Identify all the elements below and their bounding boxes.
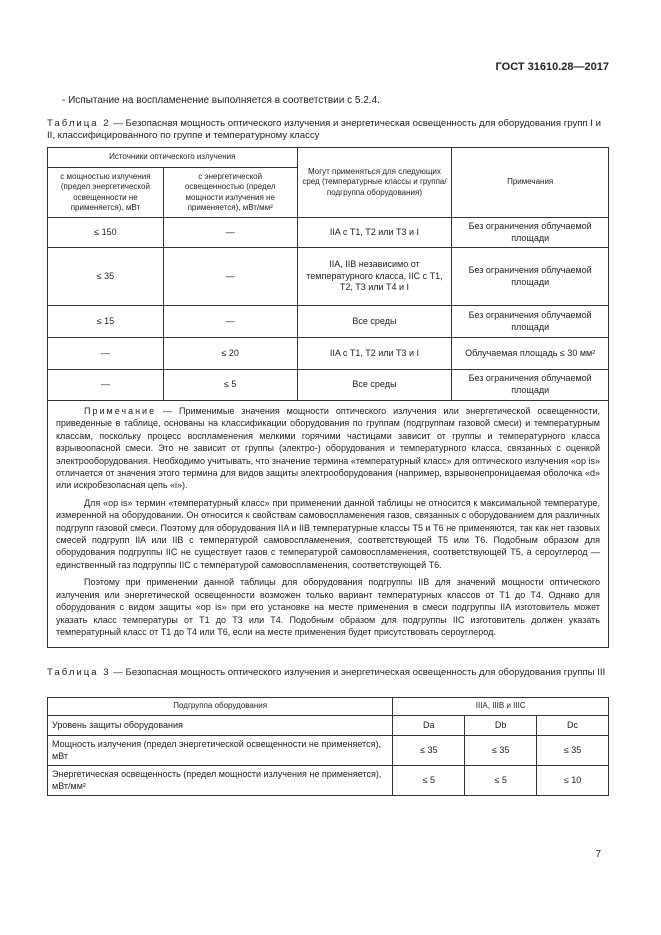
cell: ≤ 10 bbox=[537, 766, 609, 796]
table3-caption-text: — Безопасная мощность оптического излучения и энергетическая освещенность для оборудования группы III bbox=[110, 667, 606, 678]
table-row bbox=[48, 736, 609, 766]
header-notes: Примечания bbox=[452, 148, 609, 218]
cell: Db bbox=[465, 716, 537, 736]
table2-caption-text: — Безопасная мощность оптического излучения и энергетическая освещенность для оборудования групп I и II, классифицированного по группе и температурному классу bbox=[47, 118, 601, 142]
table2-note bbox=[48, 401, 609, 648]
cell: IIA с T1, T2 или T3 и I bbox=[297, 338, 452, 370]
cell: Энергетическая освещенность (предел мощности излучения не применяется), мВт/мм² bbox=[48, 766, 393, 796]
cell: Без ограничения облучаемой площади bbox=[452, 370, 609, 401]
cell: Dc bbox=[537, 716, 609, 736]
cell: ≤ 20 bbox=[163, 338, 297, 370]
cell: ≤ 5 bbox=[393, 766, 465, 796]
cell: Все среды bbox=[297, 370, 452, 401]
note-paragraph: Поэтому при применении данной таблицы для оборудования подгруппы IIB для значений мощности оптического излучения или энергетической освещенности возможен только вариант температурных классов от T1 до T4. Однако для оборудования с видом защиты «op is» при его установке на месте применения в смеси подгруппы IIA изготовитель может указать класс температуры от T1 до T3 или T4. Подобным образом для подгруппы IIC изготовитель должен указать температурный класс от T1 до T4 или T6, если на месте применения будет присутствовать сероуглерод. bbox=[56, 577, 600, 637]
note-label: Примечание bbox=[84, 406, 157, 416]
cell: ≤ 5 bbox=[465, 766, 537, 796]
cell: ≤ 35 bbox=[537, 736, 609, 766]
note-paragraph: Для «op is» термин «температурный класс» при применении данной таблицы не относится к максимальной температуре, измеренной на оборудовании. Он относится к свойствам самовоспламенения газов, связанных с оборудованием для различных подгрупп газовой смеси. Поэтому для оборудования IIA и IIB температурные классы T5 и T6 не применяются, так как нет газовых смесей подгрупп IIA или IIB с температурой самовоспламенения, соответствующей T5 или T6. Подобным образом для оборудования подгруппы IIC не существует газов с температурой самовоспламенения, соответствующей T5, а сероуглерод — единственный газ подгруппы IIC с температурой самовоспламенения, соответствующей T6. bbox=[56, 497, 600, 570]
note-paragraph: — Применимые значения мощности оптического излучения или энергетической освещенности, приведенные в таблице, основаны на классификации оборудования по группам (подгруппам газовой смеси) и температурным классам, поскольку процесс воспламенения мелкими горячими частицами зависит от группы и температурного класса взрывоопасной смеси. Это не зависит от группы (электро-) оборудования и температурного класса, связанных с оценкой электрооборудования. Необходимо учитывать, что значение термина «температурный класс» для оптического излучения «op is» отличается от значения этого термина для видов защиты электрооборудования (например, взрывонепроницаемая оболочка «d» или искробезопасная цепь «i»). bbox=[56, 406, 600, 491]
cell: — bbox=[48, 370, 164, 401]
cell: Уровень защиты оборудования bbox=[48, 716, 393, 736]
cell: Без ограничения облучаемой площади bbox=[452, 248, 609, 306]
header-sources: Источники оптического излучения bbox=[48, 148, 298, 168]
table-row bbox=[48, 716, 609, 736]
table-row bbox=[48, 370, 609, 401]
cell: ≤ 35 bbox=[48, 248, 164, 306]
cell: Мощность излучения (предел энергетической освещенности не применяется), мВт bbox=[48, 736, 393, 766]
table3-caption bbox=[47, 667, 609, 679]
cell: ≤ 5 bbox=[163, 370, 297, 401]
standard-header: ГОСТ 31610.28—2017 bbox=[495, 61, 609, 73]
cell: — bbox=[163, 306, 297, 338]
header-power: с мощностью излучения (предел энергетической освещенности не применяется), мВт bbox=[48, 168, 164, 218]
table-row bbox=[48, 338, 609, 370]
page-number: 7 bbox=[595, 849, 601, 860]
table-row bbox=[48, 248, 609, 306]
cell: ≤ 35 bbox=[465, 736, 537, 766]
cell: — bbox=[163, 248, 297, 306]
cell: ≤ 15 bbox=[48, 306, 164, 338]
header-subgroups: IIIA, IIIB и IIIC bbox=[393, 698, 609, 716]
cell: — bbox=[48, 338, 164, 370]
cell: Без ограничения облучаемой площади bbox=[452, 218, 609, 248]
table-row bbox=[48, 766, 609, 796]
cell: Без ограничения облучаемой площади bbox=[452, 306, 609, 338]
table-row bbox=[48, 306, 609, 338]
header-irradiance: с энергетической освещенностью (предел мощности излучения не применяется), мВт/мм² bbox=[163, 168, 297, 218]
table2 bbox=[47, 147, 609, 648]
table3 bbox=[47, 697, 609, 796]
cell: ≤ 150 bbox=[48, 218, 164, 248]
table2-label: Таблица 2 bbox=[47, 118, 111, 129]
cell: Da bbox=[393, 716, 465, 736]
cell: IIA с T1, T2 или T3 и I bbox=[297, 218, 452, 248]
cell: Все среды bbox=[297, 306, 452, 338]
intro-text: - Испытание на воспламенение выполняется в соответствии с 5.2.4. bbox=[62, 95, 380, 106]
cell: — bbox=[163, 218, 297, 248]
table3-label: Таблица 3 bbox=[47, 667, 111, 678]
header-env: Могут применяться для следующих сред (температурные классы и группа/подгруппа оборудования) bbox=[297, 148, 452, 218]
cell: Облучаемая площадь ≤ 30 мм² bbox=[452, 338, 609, 370]
table-row bbox=[48, 218, 609, 248]
cell: ≤ 35 bbox=[393, 736, 465, 766]
header-group: Подгруппа оборудования bbox=[48, 698, 393, 716]
cell: IIA, IIB независимо от температурного класса, IIC с T1, T2, T3 или T4 и I bbox=[297, 248, 452, 306]
table2-caption bbox=[47, 118, 609, 143]
